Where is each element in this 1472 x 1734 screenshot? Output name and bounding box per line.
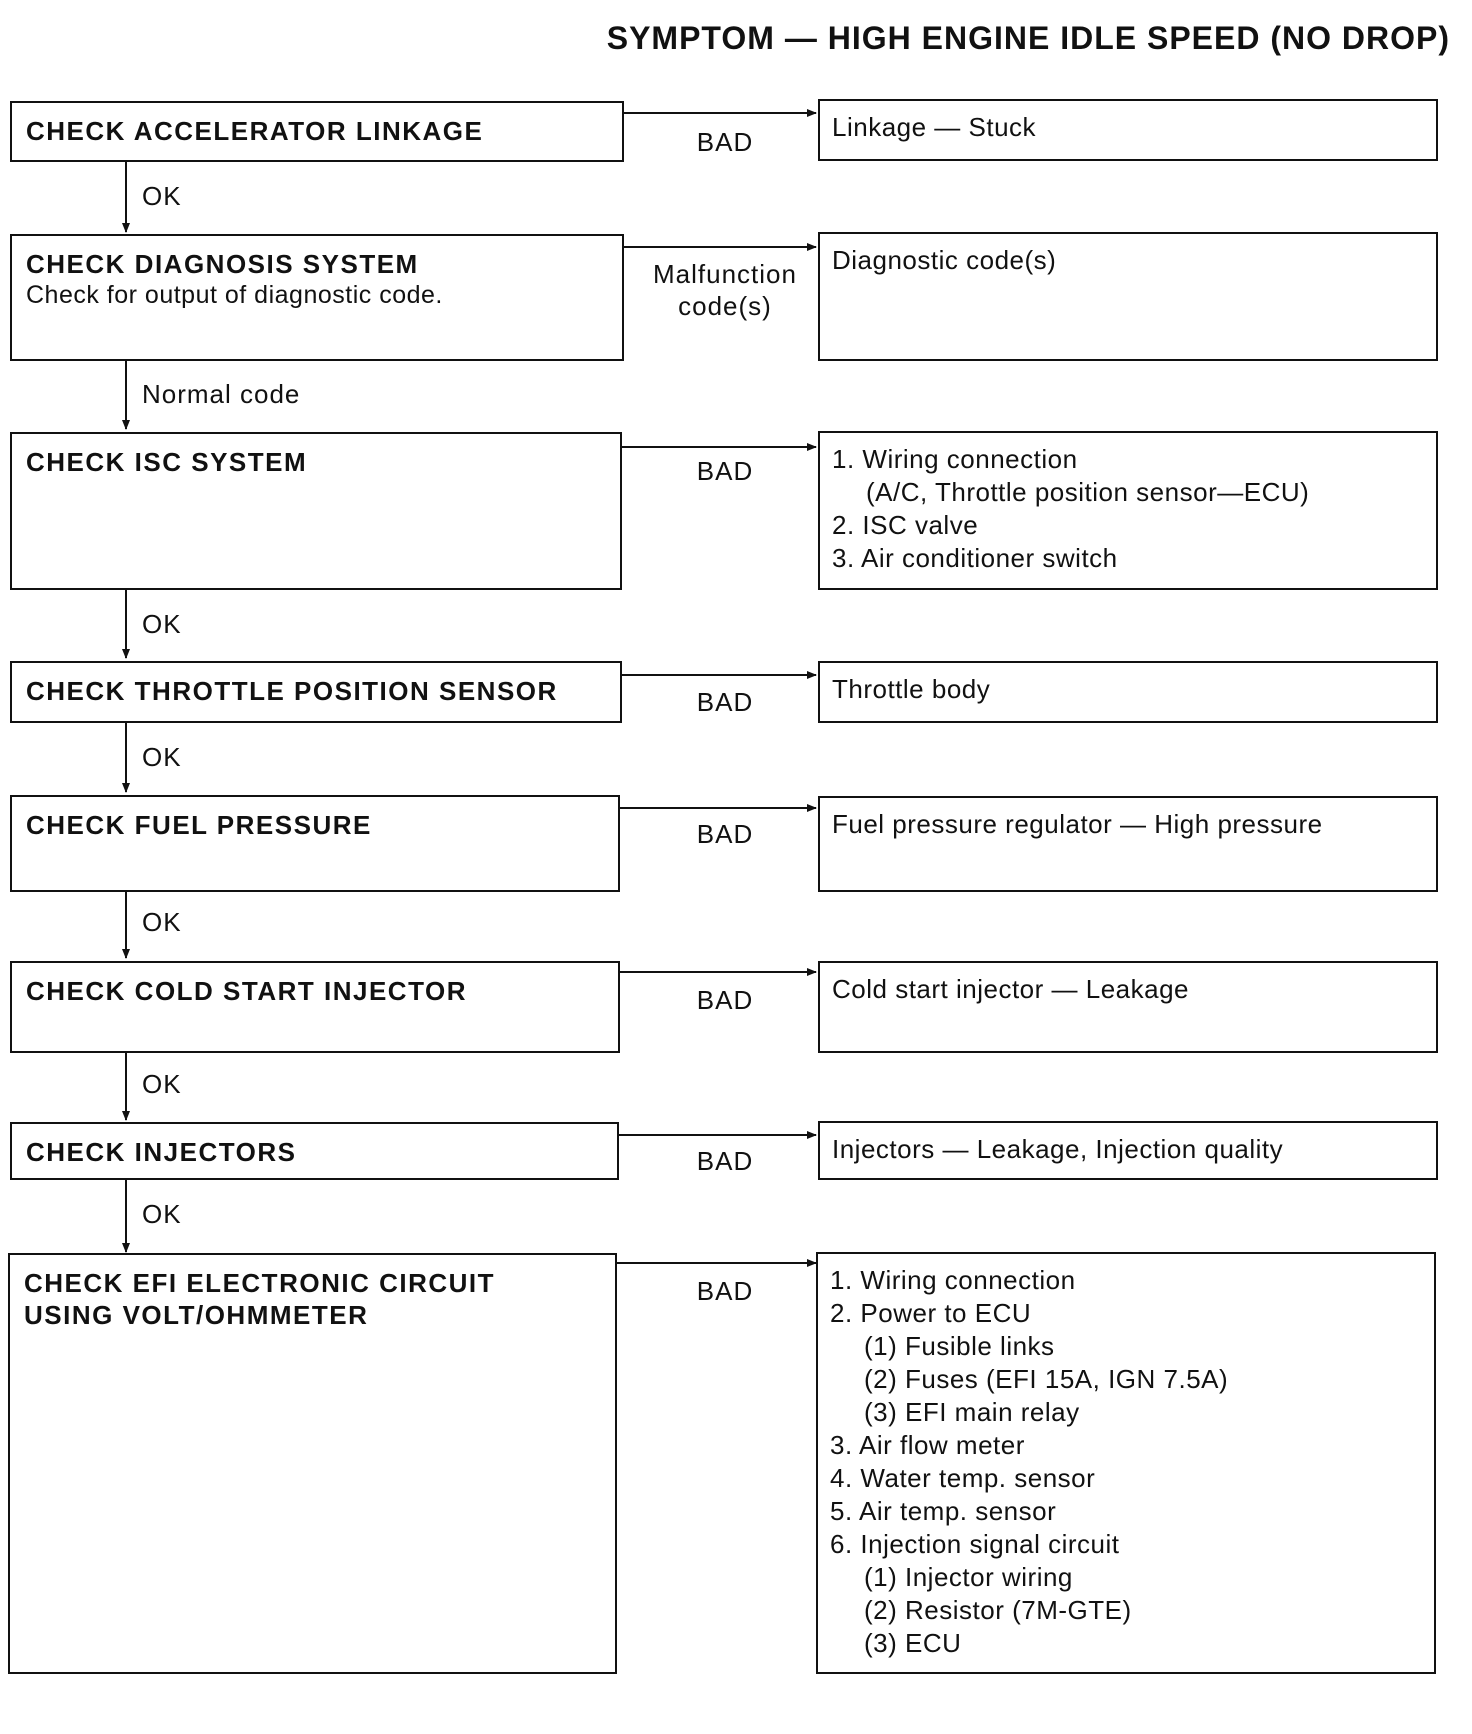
ok-label: OK [142,1069,182,1099]
result-line: 3. Air conditioner switch [832,543,1118,573]
symptom-title: SYMPTOM — HIGH ENGINE IDLE SPEED (NO DROP) [606,20,1450,56]
result-cold-start-injector [818,961,1438,1053]
result-line: Linkage — Stuck [832,112,1037,142]
branch-label: BAD [696,1146,754,1176]
result-line: 2. Power to ECU [830,1298,1032,1328]
check-subtitle: Check for output of diagnostic code. [26,281,443,309]
result-line: (1) Fusible links [864,1331,1055,1361]
result-line: (3) ECU [864,1628,962,1658]
check-cold-start-injector [10,961,620,1053]
result-line: Cold start injector — Leakage [832,974,1190,1004]
result-line: (2) Fuses (EFI 15A, IGN 7.5A) [864,1364,1229,1394]
result-line: 3. Air flow meter [830,1430,1025,1460]
result-line: (2) Resistor (7M-GTE) [864,1595,1132,1625]
result-line: (1) Injector wiring [864,1562,1073,1592]
check-diagnosis-system [10,234,624,361]
check-title: CHECK ACCELERATOR LINKAGE [26,116,484,146]
ok-label: OK [142,742,182,772]
check-title: CHECK INJECTORS [26,1137,297,1167]
result-throttle-body [818,661,1438,723]
check-fuel-pressure [10,795,620,892]
result-line: Fuel pressure regulator — High pressure [832,809,1323,839]
check-title: CHECK ISC SYSTEM [26,447,308,477]
check-title: CHECK EFI ELECTRONIC CIRCUIT USING VOLT/OHMMETER [24,1268,495,1330]
result-diagnostic-codes [818,232,1438,361]
result-injectors [818,1121,1438,1180]
result-line: 2. ISC valve [832,510,979,540]
result-line: (A/C, Throttle position sensor—ECU) [866,477,1310,507]
check-injectors [10,1122,619,1180]
result-line: Diagnostic code(s) [832,245,1057,275]
branch-label: BAD [696,687,754,717]
check-title: CHECK THROTTLE POSITION SENSOR [26,676,558,706]
ok-label: OK [142,907,182,937]
result-line: 1. Wiring connection [830,1265,1076,1295]
result-line: 6. Injection signal circuit [830,1529,1120,1559]
check-title: CHECK FUEL PRESSURE [26,810,372,840]
ok-label: OK [142,609,182,639]
result-line: Injectors — Leakage, Injection quality [832,1134,1284,1164]
ok-label: OK [142,1199,182,1229]
result-line: 5. Air temp. sensor [830,1496,1057,1526]
branch-label: BAD [696,985,754,1015]
result-line: 4. Water temp. sensor [830,1463,1096,1493]
result-line: 1. Wiring connection [832,444,1078,474]
check-efi-electronic-circuit [8,1253,617,1674]
result-isc-causes [818,431,1438,590]
branch-label: Malfunction code(s) [653,259,797,321]
ok-label: OK [142,181,182,211]
branch-label: BAD [696,127,754,157]
result-fuel-pressure-regulator [818,796,1438,892]
check-title: CHECK COLD START INJECTOR [26,976,467,1006]
check-throttle-position-sensor [10,661,622,723]
result-efi-circuit-causes [816,1252,1436,1674]
check-isc-system [10,432,622,590]
check-title: CHECK DIAGNOSIS SYSTEM [26,249,419,279]
check-accelerator-linkage [10,101,624,162]
result-line: Throttle body [832,674,991,704]
result-linkage-stuck [818,99,1438,161]
result-line: (3) EFI main relay [864,1397,1080,1427]
branch-label: BAD [696,456,754,486]
branch-label: BAD [696,819,754,849]
branch-label: BAD [696,1276,754,1306]
normal-code-label: Normal code [142,379,301,409]
